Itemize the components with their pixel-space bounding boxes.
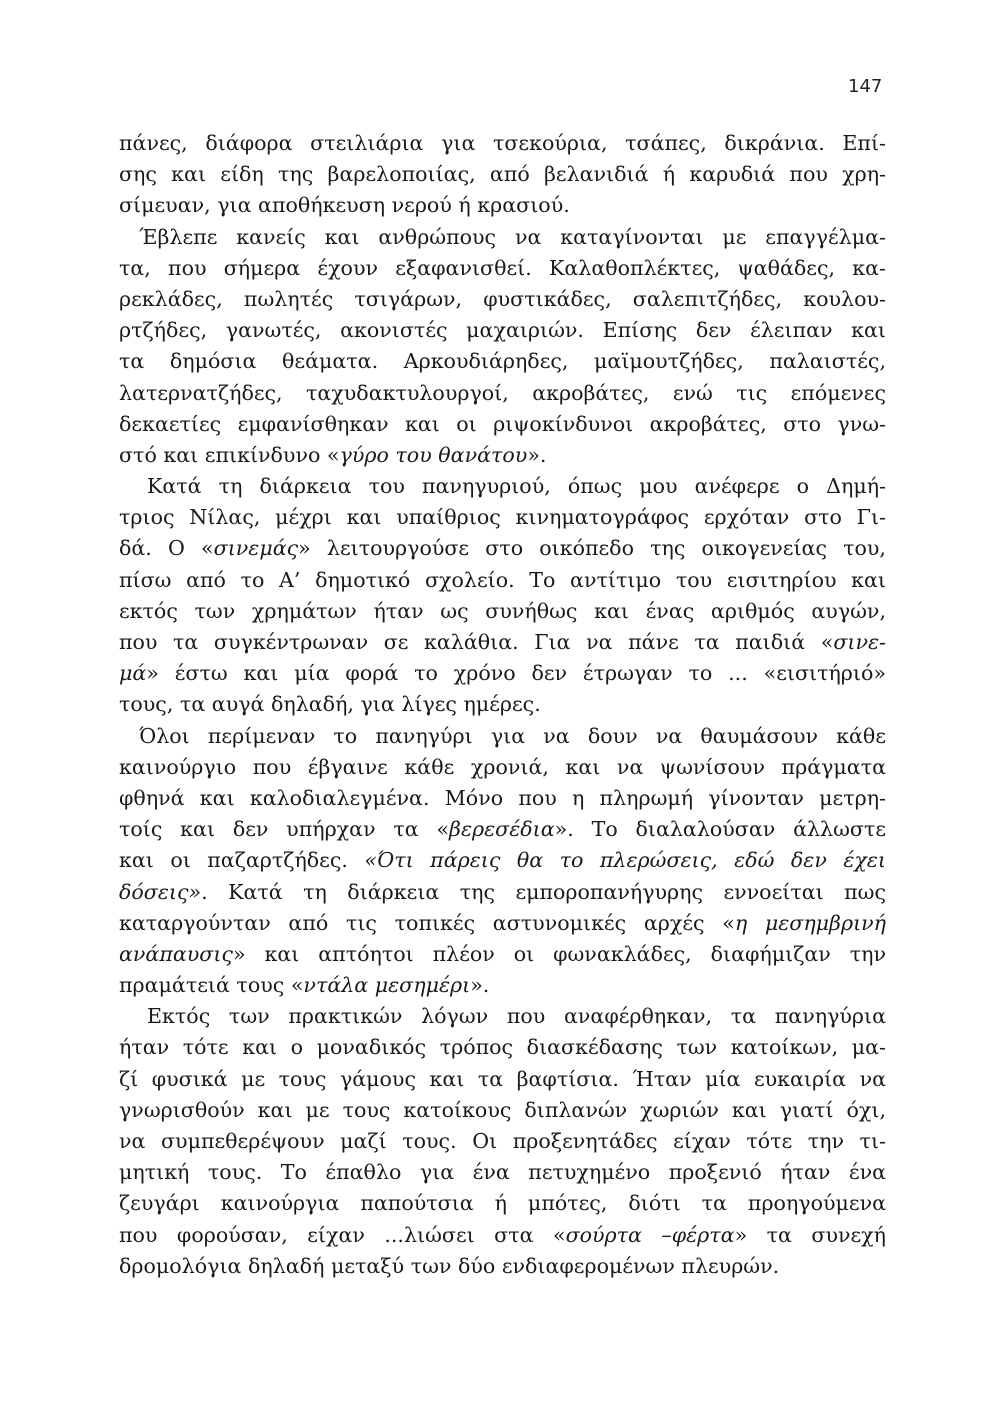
italic-phrase: ανάπαυσις [119,941,233,966]
text-line: πραμάτειά τους «ντάλα μεσημέρι». [119,973,490,998]
paragraph [119,222,886,472]
page-number: 147 [848,76,883,97]
text-line: δά. Ο «σινεμάς» λειτουργούσε στο οικόπεδο της οικογενείας του, [119,536,886,561]
text-line: Κατά τη διάρκεια του πανηγυριού, όπως μου ανέφερε ο Δημή- [147,474,886,499]
italic-phrase: βερεσέδια [449,817,555,842]
text-line: δρομολόγια δηλαδή μεταξύ των δύο ενδιαφερομένων πλευρών. [119,1253,780,1278]
italic-phrase: μά [119,661,147,686]
text-line: Εκτός των πρακτικών λόγων που αναφέρθηκαν, τα πανηγύρια [147,1004,886,1029]
text-line: γνωρισθούν και με τους κατοίκους διπλανών χωριών και γιατί όχι, [119,1097,886,1122]
text-line: τριος Νίλας, μέχρι και υπαίθριος κινηματογράφος ερχόταν στο Γι- [119,505,886,530]
text-line: στό και επικίνδυνο «γύρο του θανάτου». [119,442,547,467]
text-line: πίσω από το Α’ δημοτικό σχολείο. Το αντίτιμο του εισιτηρίου και [119,567,886,592]
text-line: καταργούνταν από τις τοπικές αστυνομικές αρχές «η μεσημβρινή [119,910,886,935]
text-line: πάνες, διάφορα στειλιάρια για τσεκούρια, τσάπες, δικράνια. Επί- [119,131,886,155]
italic-phrase: η μεσημβρινή [734,910,886,935]
text-line: ρεκλάδες, πωλητές τσιγάρων, φυστικάδες, σαλεπιτζήδες, κουλου- [119,286,886,311]
italic-phrase: σινεμάς [213,536,299,561]
text-line: φθηνά και καλοδιαλεγμένα. Μόνο που η πληρωμή γίνονταν μετρη- [119,785,886,810]
text-line: εκτός των χρημάτων ήταν ως συνήθως και ένας αριθμός αυγών, [119,598,886,623]
text-line: Έβλεπε κανείς και ανθρώπους να καταγίνονται με επαγγέλμα- [139,224,886,249]
text-line: που τα συγκέντρωναν σε καλάθια. Για να πάνε τα παιδιά «σινε- [119,630,886,654]
text-line: ζί φυσικά με τους γάμους και τα βαφτίσια. Ήταν μία ευκαιρία να [119,1066,886,1091]
text-line: και οι παζαρτζήδες. «Ότι πάρεις θα το πλερώσεις, εδώ δεν έχει [119,848,886,873]
text-line: ζευγάρι καινούργια παπούτσια ή μπότες, διότι τα προηγούμενα [119,1191,886,1216]
text-line: Όλοι περίμεναν το πανηγύρι για να δουν να θαυμάσουν κάθε [139,723,886,748]
paragraph [119,128,886,222]
italic-phrase: σινε- [833,630,886,654]
text-line: καινούργιο που έβγαινε κάθε χρονιά, και να ψωνίσουν πράγματα [119,754,886,779]
italic-phrase: ντάλα μεσημέρι [303,973,471,998]
text-line: τα δημόσια θεάματα. Αρκουδιάρηδες, μαϊμουτζήδες, παλαιστές, [119,349,886,374]
paragraph [119,1001,886,1282]
text-line: δόσεις». Κατά τη διάρκεια της εμποροπανήγυρης εννοείται πως [119,879,886,904]
text-line: ρτζήδες, γανωτές, ακονιστές μαχαιριών. Επίσης δεν έλειπαν και [119,318,886,343]
italic-phrase: δόσεις» [119,879,202,904]
text-line: ήταν τότε και ο μοναδικός τρόπος διασκέδασης των κατοίκων, μα- [119,1035,886,1060]
text-line: ανάπαυσις» και απτόητοι πλέον οι φωνακλάδες, διαφήμιζαν την [119,941,886,966]
paragraph [119,721,886,1002]
text-line: τα, που σήμερα έχουν εξαφανισθεί. Καλαθοπλέκτες, ψαθάδες, κα- [119,255,886,280]
paragraph [119,471,886,721]
text-line: λατερνατζήδες, ταχυδακτυλουργοί, ακροβάτες, ενώ τις επόμενες [119,380,886,405]
text-line: σης και είδη της βαρελοποιίας, από βελανιδιά ή καρυδιά που χρη- [119,162,886,187]
text-line: δεκαετίες εμφανίσθηκαν και οι ριψοκίνδυνοι ακροβάτες, στο γνω- [119,411,886,436]
text-line: μά» έστω και μία φορά το χρόνο δεν έτρωγαν το ... «εισιτήριό» [119,661,886,686]
italic-phrase: γύρο του θανάτου [339,442,528,467]
text-line: να συμπεθερέψουν μαζί τους. Οι προξενητάδες είχαν τότε την τι- [119,1129,886,1153]
text-line: τους, τα αυγά δηλαδή, για λίγες ημέρες. [119,692,541,717]
text-line: που φορούσαν, είχαν ...λιώσει στα «σούρτα –φέρτα» τα συνεχή [119,1222,886,1247]
body-text [119,128,886,1282]
text-line: τοίς και δεν υπήρχαν τα «βερεσέδια». Το διαλαλούσαν άλλωστε [119,817,886,842]
italic-phrase: σούρτα –φέρτα [565,1222,735,1247]
italic-phrase: «Ότι πάρεις θα το πλερώσεις, εδώ δεν έχει [364,848,886,873]
text-line: μητική τους. Το έπαθλο για ένα πετυχημένο προξενιό ήταν ένα [119,1160,886,1185]
text-line: σίμευαν, για αποθήκευση νερού ή κρασιού. [119,193,570,218]
